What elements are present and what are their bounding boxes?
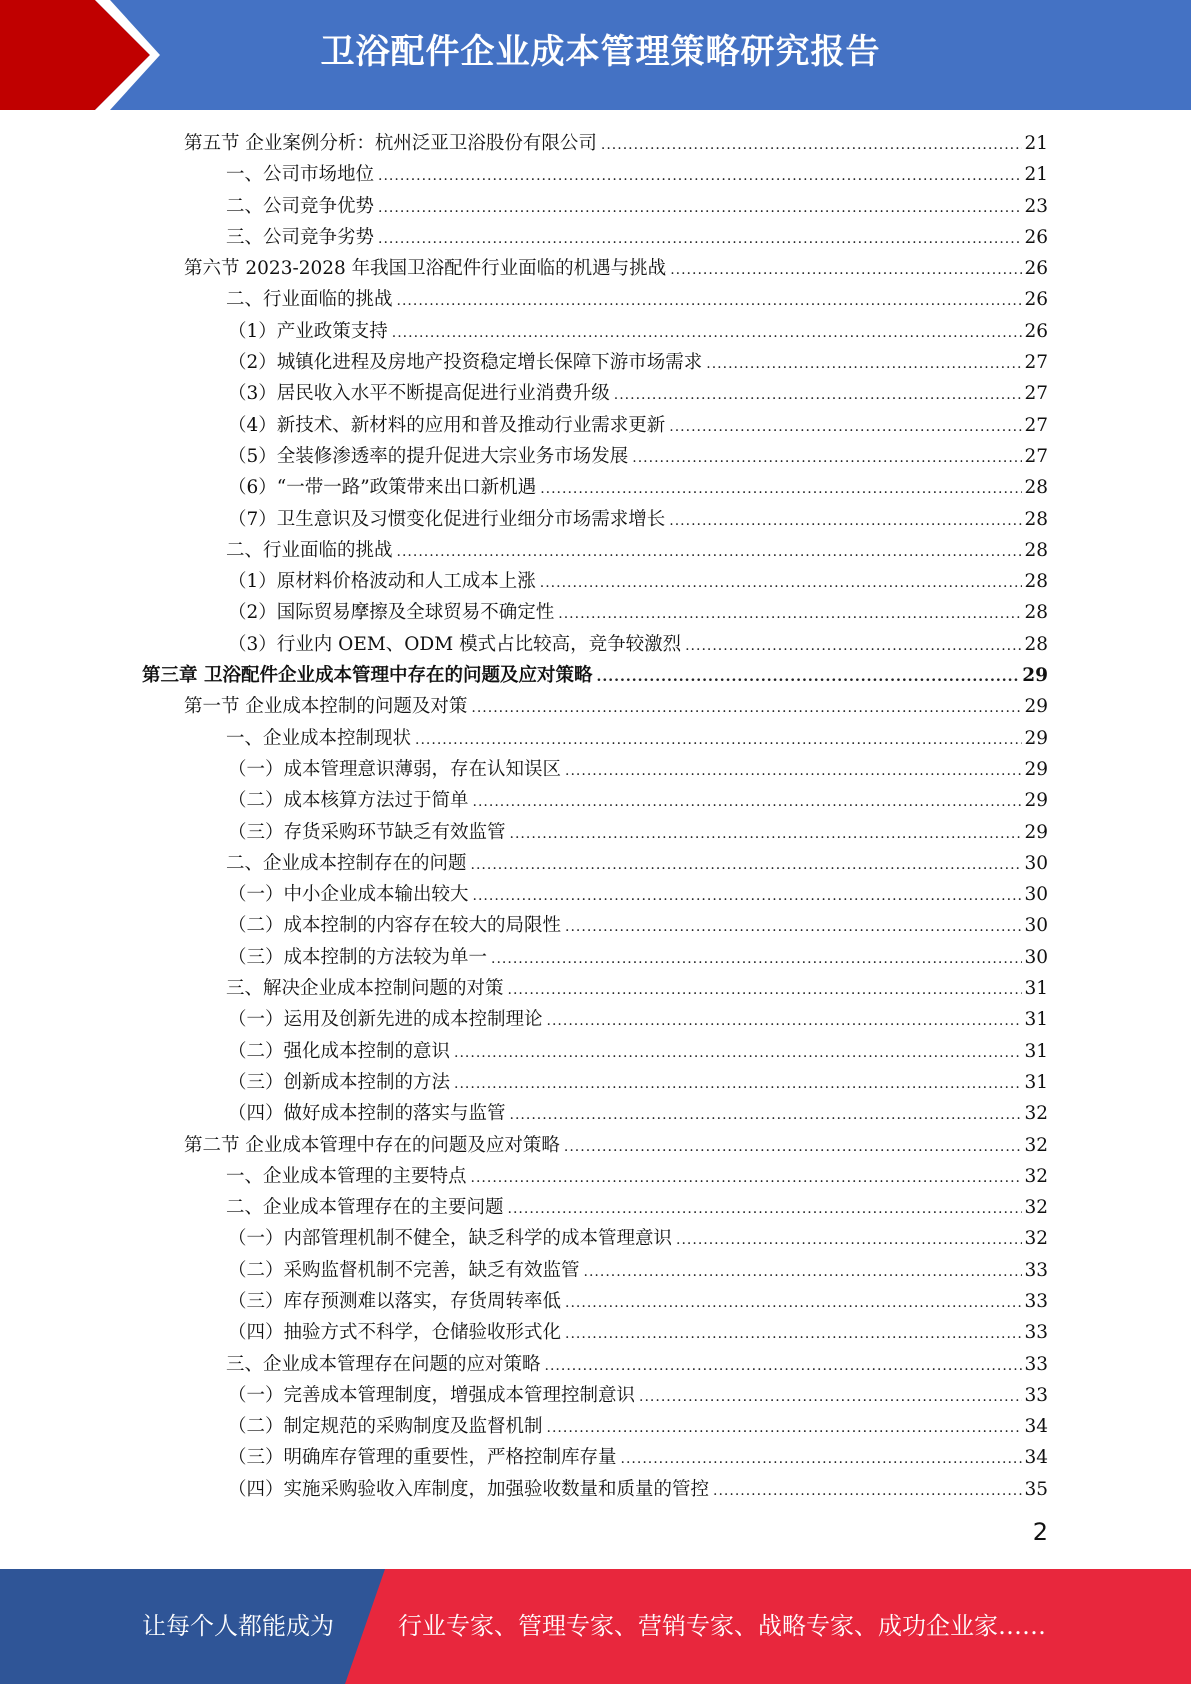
toc-entry-page: 29	[1024, 696, 1048, 718]
toc-entry-label: 二、行业面临的挑战	[226, 539, 393, 561]
toc-entry[interactable]	[226, 222, 1048, 253]
toc-dot-leader	[670, 255, 1022, 286]
toc-entry-label: 三、企业成本管理存在问题的应对策略	[226, 1353, 541, 1375]
toc-entry-label: 二、企业成本管理存在的主要问题	[226, 1197, 504, 1219]
chevron-arrow-icon	[0, 0, 160, 110]
toc-entry-page: 28	[1024, 508, 1048, 530]
toc-entry-label: 一、企业成本管理的主要特点	[226, 1165, 467, 1187]
toc-entry-label: （二）制定规范的采购制度及监督机制	[228, 1416, 543, 1438]
toc-entry[interactable]	[228, 1223, 1048, 1254]
toc-dot-leader	[454, 1038, 1022, 1069]
toc-entry-page: 28	[1024, 539, 1048, 561]
toc-dot-leader	[540, 568, 1023, 599]
toc-entry[interactable]	[226, 1161, 1048, 1192]
toc-entry[interactable]	[142, 660, 1048, 691]
toc-entry-label: （三）库存预测难以落实，存货周转率低	[228, 1290, 562, 1312]
toc-entry-label: （三）存货采购环节缺乏有效监管	[228, 821, 506, 843]
toc-dot-leader	[713, 1476, 1022, 1507]
toc-entry-page: 32	[1024, 1134, 1048, 1156]
toc-entry[interactable]	[228, 347, 1048, 378]
toc-dot-leader	[378, 193, 1022, 224]
toc-entry-label: 三、解决企业成本控制问题的对策	[226, 978, 504, 1000]
toc-dot-leader	[508, 1194, 1023, 1225]
toc-entry-label: 二、行业面临的挑战	[226, 289, 393, 311]
toc-entry[interactable]	[228, 441, 1048, 472]
toc-entry-page: 34	[1024, 1447, 1048, 1469]
toc-entry[interactable]	[228, 1411, 1048, 1442]
toc-entry[interactable]	[228, 785, 1048, 816]
toc-dot-leader	[392, 318, 1023, 349]
toc-entry[interactable]	[226, 973, 1048, 1004]
toc-entry[interactable]	[226, 1192, 1048, 1223]
toc-dot-leader	[508, 975, 1023, 1006]
toc-dot-leader	[540, 474, 1022, 505]
toc-entry[interactable]	[184, 691, 1048, 722]
toc-entry-page: 26	[1024, 226, 1048, 248]
toc-entry[interactable]	[228, 504, 1048, 535]
toc-dot-leader	[676, 1225, 1022, 1256]
toc-entry[interactable]	[228, 1004, 1048, 1035]
toc-entry[interactable]	[226, 535, 1048, 566]
toc-entry[interactable]	[226, 848, 1048, 879]
footer-slogan-left: 让每个人都能成为	[142, 1612, 334, 1640]
toc-entry[interactable]	[228, 1474, 1048, 1505]
toc-entry-label: （3）居民收入水平不断提高促进行业消费升级	[228, 383, 610, 405]
toc-entry-page: 29	[1024, 790, 1048, 812]
toc-entry-page: 27	[1024, 383, 1048, 405]
toc-entry-label: （2）城镇化进程及房地产投资稳定增长保障下游市场需求	[228, 352, 703, 374]
toc-entry-label: （一）中小企业成本输出较大	[228, 884, 469, 906]
toc-entry[interactable]	[228, 597, 1048, 628]
toc-dot-leader	[706, 349, 1022, 380]
toc-entry-label: 第一节 企业成本控制的问题及对策	[184, 696, 468, 718]
toc-entry-page: 31	[1024, 1040, 1048, 1062]
toc-entry[interactable]	[226, 191, 1048, 222]
toc-dot-leader	[565, 1319, 1022, 1350]
toc-entry[interactable]	[228, 942, 1048, 973]
toc-entry-label: （6）“一带一路”政策带来出口新机遇	[228, 477, 537, 499]
toc-dot-leader	[685, 631, 1022, 662]
toc-entry[interactable]	[226, 284, 1048, 315]
toc-dot-leader	[545, 1351, 1023, 1382]
toc-dot-leader	[565, 1288, 1022, 1319]
page-number: 2	[1032, 1518, 1048, 1546]
toc-dot-leader	[547, 1413, 1023, 1444]
toc-entry-label: 三、公司竞争劣势	[226, 226, 375, 248]
toc-dot-leader	[397, 286, 1023, 317]
toc-entry-page: 23	[1024, 195, 1048, 217]
toc-dot-leader	[471, 850, 1023, 881]
toc-dot-leader	[564, 1132, 1023, 1163]
toc-entry-label: （4）新技术、新材料的应用和普及推动行业需求更新	[228, 414, 666, 436]
toc-entry[interactable]	[228, 566, 1048, 597]
toc-entry-page: 30	[1024, 884, 1048, 906]
toc-dot-leader	[632, 443, 1022, 474]
toc-dot-leader	[669, 412, 1022, 443]
toc-dot-leader	[639, 1382, 1022, 1413]
toc-dot-leader	[596, 662, 1020, 693]
toc-entry[interactable]	[228, 1286, 1048, 1317]
toc-dot-leader	[473, 787, 1023, 818]
toc-entry-page: 32	[1024, 1197, 1048, 1219]
toc-entry-label: （四）抽验方式不科学，仓储验收形式化	[228, 1322, 562, 1344]
page-footer	[0, 1569, 1191, 1684]
toc-dot-leader	[471, 1163, 1023, 1194]
toc-entry[interactable]	[228, 629, 1048, 660]
toc-dot-leader	[601, 130, 1023, 161]
toc-entry-page: 21	[1024, 164, 1048, 186]
toc-dot-leader	[565, 912, 1022, 943]
toc-entry[interactable]	[228, 1442, 1048, 1473]
toc-entry[interactable]	[228, 1067, 1048, 1098]
toc-entry[interactable]	[228, 817, 1048, 848]
toc-entry-label: （三）创新成本控制的方法	[228, 1071, 451, 1093]
toc-entry[interactable]	[228, 879, 1048, 910]
toc-entry-page: 30	[1024, 946, 1048, 968]
toc-entry-page: 29	[1024, 758, 1048, 780]
toc-entry-label: （二）成本核算方法过于简单	[228, 790, 469, 812]
toc-entry-page: 29	[1024, 727, 1048, 749]
toc-entry-label: （三）成本控制的方法较为单一	[228, 946, 488, 968]
toc-entry-label: 第二节 企业成本管理中存在的问题及应对策略	[184, 1134, 560, 1156]
toc-entry-page: 31	[1024, 1071, 1048, 1093]
toc-entry-page: 32	[1024, 1228, 1048, 1250]
toc-entry-page: 33	[1024, 1322, 1048, 1344]
toc-entry-label: （一）运用及创新先进的成本控制理论	[228, 1009, 543, 1031]
toc-dot-leader	[397, 537, 1023, 568]
toc-entry-page: 21	[1024, 133, 1048, 154]
toc-entry-page: 32	[1024, 1103, 1048, 1125]
toc-entry[interactable]	[184, 253, 1048, 284]
toc-entry-label: （7）卫生意识及习惯变化促进行业细分市场需求增长	[228, 508, 666, 530]
report-title: 卫浴配件企业成本管理策略研究报告	[320, 32, 881, 72]
toc-entry-label: （二）采购监督机制不完善，缺乏有效监管	[228, 1259, 580, 1281]
toc-entry-page: 33	[1024, 1290, 1048, 1312]
toc-entry-label: 第五节 企业案例分析：杭州泛亚卫浴股份有限公司	[184, 133, 597, 154]
toc-entry-label: 一、企业成本控制现状	[226, 727, 412, 749]
toc-entry-label: 二、企业成本控制存在的问题	[226, 852, 467, 874]
toc-entry-page: 27	[1024, 352, 1048, 374]
toc-dot-leader	[547, 1006, 1023, 1037]
toc-entry-page: 31	[1024, 1009, 1048, 1031]
toc-entry-label: （1）原材料价格波动和人工成本上涨	[228, 571, 536, 593]
toc-entry-page: 28	[1024, 571, 1048, 593]
toc-entry-label: （二）成本控制的内容存在较大的局限性	[228, 915, 562, 937]
toc-entry-page: 33	[1024, 1353, 1048, 1375]
page-header	[0, 0, 1191, 110]
toc-entry[interactable]	[228, 1098, 1048, 1129]
toc-entry[interactable]	[228, 378, 1048, 409]
toc-entry-label: 二、公司竞争优势	[226, 195, 375, 217]
toc-entry-page: 27	[1024, 445, 1048, 467]
toc-entry[interactable]	[228, 1255, 1048, 1286]
toc-entry-page: 30	[1024, 852, 1048, 874]
toc-entry-label: 第三章 卫浴配件企业成本管理中存在的问题及应对策略	[142, 665, 593, 687]
footer-slogan-right: 行业专家、管理专家、营销专家、战略专家、成功企业家……	[398, 1612, 1046, 1640]
toc-entry-label: （二）强化成本控制的意识	[228, 1040, 451, 1062]
toc-entry-label: （四）做好成本控制的落实与监管	[228, 1103, 506, 1125]
toc-entry-label: （3）行业内 OEM、ODM 模式占比较高，竞争较激烈	[228, 633, 682, 655]
toc-entry-page: 29	[1024, 821, 1048, 843]
toc-entry-page: 30	[1024, 915, 1048, 937]
toc-entry-page: 29	[1022, 665, 1048, 687]
toc-dot-leader	[473, 881, 1023, 912]
toc-dot-leader	[378, 224, 1022, 255]
toc-dot-leader	[510, 819, 1023, 850]
toc-entry-page: 28	[1024, 633, 1048, 655]
toc-entry-page: 27	[1024, 414, 1048, 436]
toc-entry-label: （四）实施采购验收入库制度，加强验收数量和质量的管控	[228, 1478, 710, 1500]
toc-entry[interactable]	[226, 159, 1048, 190]
toc-entry-page: 26	[1024, 320, 1048, 342]
toc-entry-page: 34	[1024, 1416, 1048, 1438]
toc-entry-page: 32	[1024, 1165, 1048, 1187]
toc-entry-label: （三）明确库存管理的重要性，严格控制库存量	[228, 1447, 617, 1469]
toc-entry-page: 35	[1024, 1478, 1048, 1500]
toc-dot-leader	[454, 1069, 1022, 1100]
toc-entry[interactable]	[184, 128, 1048, 159]
toc-dot-leader	[669, 506, 1022, 537]
table-of-contents	[0, 128, 1191, 1505]
toc-entry-label: （一）内部管理机制不健全，缺乏科学的成本管理意识	[228, 1228, 673, 1250]
toc-dot-leader	[471, 693, 1022, 724]
toc-dot-leader	[565, 756, 1022, 787]
toc-entry[interactable]	[228, 1380, 1048, 1411]
toc-entry-page: 31	[1024, 978, 1048, 1000]
toc-entry-label: （一）完善成本管理制度，增强成本管理控制意识	[228, 1384, 636, 1406]
toc-dot-leader	[510, 1100, 1023, 1131]
toc-dot-leader	[415, 725, 1022, 756]
toc-entry[interactable]	[184, 1130, 1048, 1161]
toc-entry-label: 第六节 2023-2028 年我国卫浴配件行业面临的机遇与挑战	[184, 258, 667, 280]
toc-entry[interactable]	[226, 723, 1048, 754]
toc-dot-leader	[558, 599, 1022, 630]
toc-entry[interactable]	[226, 1349, 1048, 1380]
toc-entry-page: 33	[1024, 1259, 1048, 1281]
toc-entry-page: 28	[1024, 602, 1048, 624]
toc-entry[interactable]	[228, 410, 1048, 441]
toc-dot-leader	[584, 1257, 1023, 1288]
toc-entry-label: （5）全装修渗透率的提升促进大宗业务市场发展	[228, 445, 629, 467]
toc-entry[interactable]	[228, 754, 1048, 785]
toc-dot-leader	[621, 1444, 1023, 1475]
toc-entry-label: （1）产业政策支持	[228, 320, 388, 342]
toc-dot-leader	[378, 161, 1022, 192]
toc-entry-page: 33	[1024, 1384, 1048, 1406]
toc-entry[interactable]	[228, 1036, 1048, 1067]
toc-entry[interactable]	[228, 1317, 1048, 1348]
toc-entry-page: 26	[1024, 289, 1048, 311]
toc-entry[interactable]	[228, 910, 1048, 941]
toc-dot-leader	[614, 380, 1023, 411]
toc-dot-leader	[491, 944, 1022, 975]
toc-entry-label: （2）国际贸易摩擦及全球贸易不确定性	[228, 602, 555, 624]
toc-entry-page: 26	[1024, 258, 1048, 280]
toc-entry[interactable]	[228, 316, 1048, 347]
toc-entry-page: 28	[1024, 477, 1048, 499]
toc-entry[interactable]	[228, 472, 1048, 503]
toc-entry-label: （一）成本管理意识薄弱，存在认知误区	[228, 758, 562, 780]
toc-entry-label: 一、公司市场地位	[226, 164, 375, 186]
